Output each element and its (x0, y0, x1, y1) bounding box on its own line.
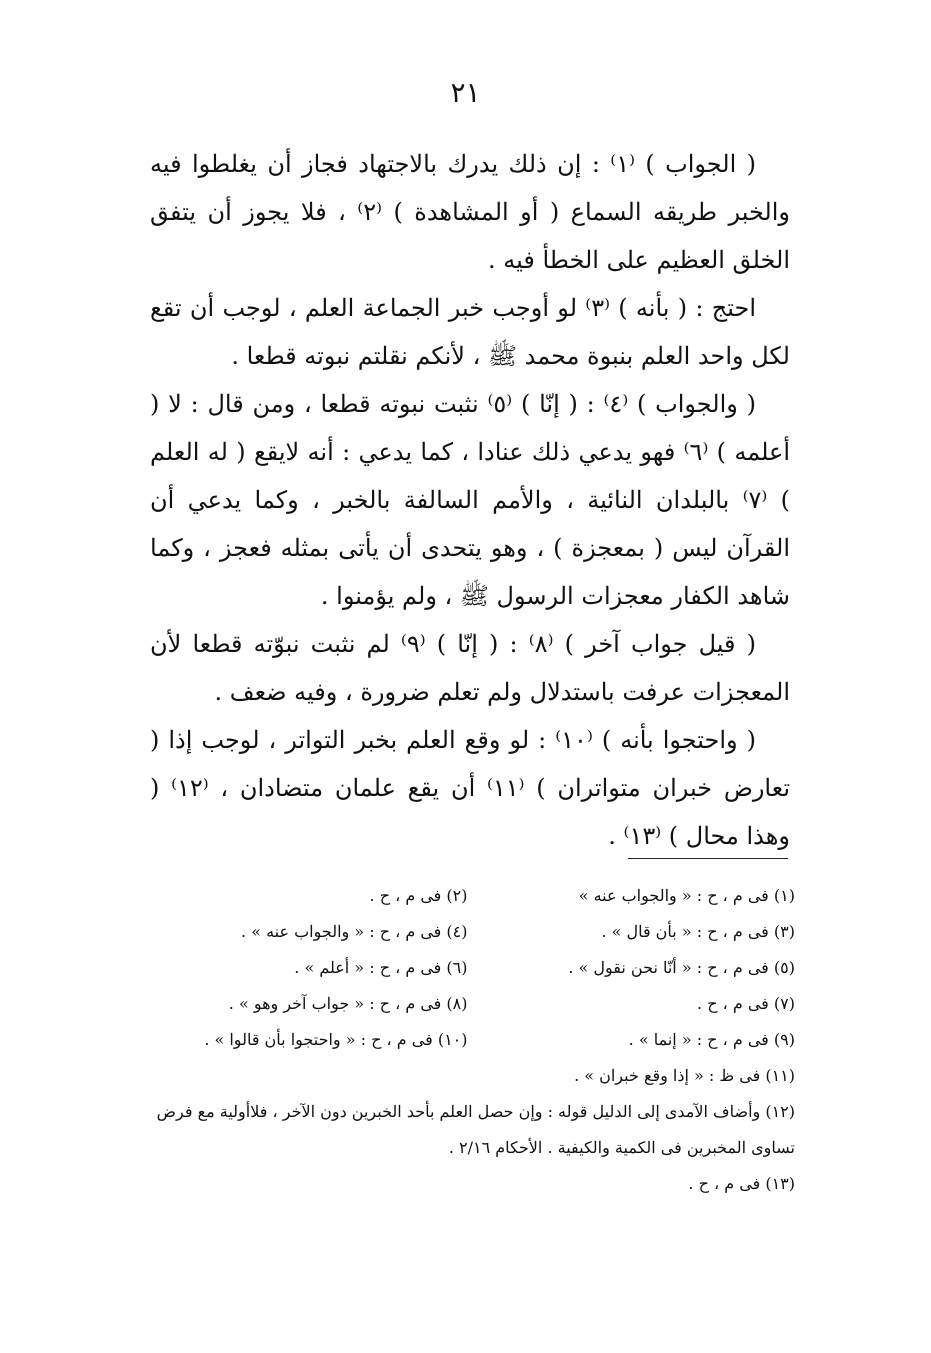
footnote-13: (١٣) فى م ، ح . (688, 1174, 795, 1193)
footnote-row (140, 986, 795, 1022)
footnote-6: (٦) فى م ، ح : « أعلم » . (294, 958, 468, 977)
page-number: ٢١ (450, 76, 481, 109)
paragraph-4: ( قيل جواب آخر ) ⁽٨⁾ : ( إنّا ) ⁽٩⁾ لم نثبت نبوّته قطعا لأن المعجزات عرفت باستدلال ولم تعلم ضرورة ، وفيه ضعف . (150, 630, 790, 706)
footnote-5: (٥) فى م ، ح : « أنّا نحن نقول » . (568, 958, 795, 977)
footnotes (140, 878, 795, 1202)
footnote-row (140, 878, 795, 914)
footnote-8: (٨) فى م ، ح : « جواب آخر وهو » . (228, 994, 468, 1013)
footnote-row (140, 1022, 795, 1058)
paragraph-1: ( الجواب ) ⁽١⁾ : إن ذلك يدرك بالاجتهاد فجاز أن يغلطوا فيه والخبر طريقه السماع ( أو المشاهدة ) ⁽٢⁾ ، فلا يجوز أن يتفق الخلق العظيم على الخطأ فيه . (150, 150, 791, 274)
footnote-row (140, 914, 795, 950)
footnote-7: (٧) فى م ، ح . (697, 994, 795, 1013)
footnote-row (140, 950, 795, 986)
footnote-1: (١) فى م ، ح : « والجواب عنه » (578, 886, 795, 905)
footnote-12: (١٢) وأضاف الآمدى إلى الدليل قوله : وإن حصل العلم بأحد الخبرين دون الآخر ، فلاأولية مع فرض تساوى المخبرين فى الكمية والكيفية . الأحكام ٢/١٦ . (156, 1102, 795, 1157)
paragraph-2: احتج : ( بأنه ) ⁽٣⁾ لو أوجب خبر الجماعة العلم ، لوجب أن تقع لكل واحد العلم بنبوة محمد ﷺ ، لأنكم نقلتم نبوته قطعا . (150, 294, 790, 370)
footnote-divider (628, 858, 788, 859)
paragraph-3: ( والجواب ) ⁽٤⁾ : ( إنّا ) ⁽٥⁾ نثبت نبوته قطعا ، ومن قال : لا ( أعلمه ) ⁽٦⁾ فهو يدعي ذلك عنادا ، كما يدعي : أنه لايقع ( له العلم ) ⁽٧⁾ بالبلدان النائية ، والأمم السالفة بالخبر ، وكما يدعي أن القرآن ليس ( بمعجزة ) ، وهو يتحدى أن يأتى بمثله فعجز ، وكما شاهد الكفار معجزات الرسول ﷺ ، ولم يؤمنوا . (150, 390, 791, 610)
footnote-3: (٣) فى م ، ح : « بأن قال » . (601, 922, 795, 941)
main-text (150, 140, 790, 860)
footnote-11: (١١) فى ظ : « إذا وقع خبران » . (574, 1066, 795, 1085)
footnote-4: (٤) فى م ، ح : « والجواب عنه » . (241, 922, 468, 941)
footnote-10: (١٠) فى م ، ح : « واحتجوا بأن قالوا » . (204, 1030, 468, 1049)
footnote-2: (٢) فى م ، ح . (369, 886, 468, 905)
paragraph-5: ( واحتجوا بأنه ) ⁽١٠⁾ : لو وقع العلم بخبر التواتر ، لوجب إذا ( تعارض خبران متواتران ) ⁽١١⁾ أن يقع علمان متضادان ، ⁽١٢⁾ ( وهذا محال ) ⁽١٣⁾ . (150, 726, 791, 850)
footnote-9: (٩) فى م ، ح : « إنما » . (628, 1030, 795, 1049)
